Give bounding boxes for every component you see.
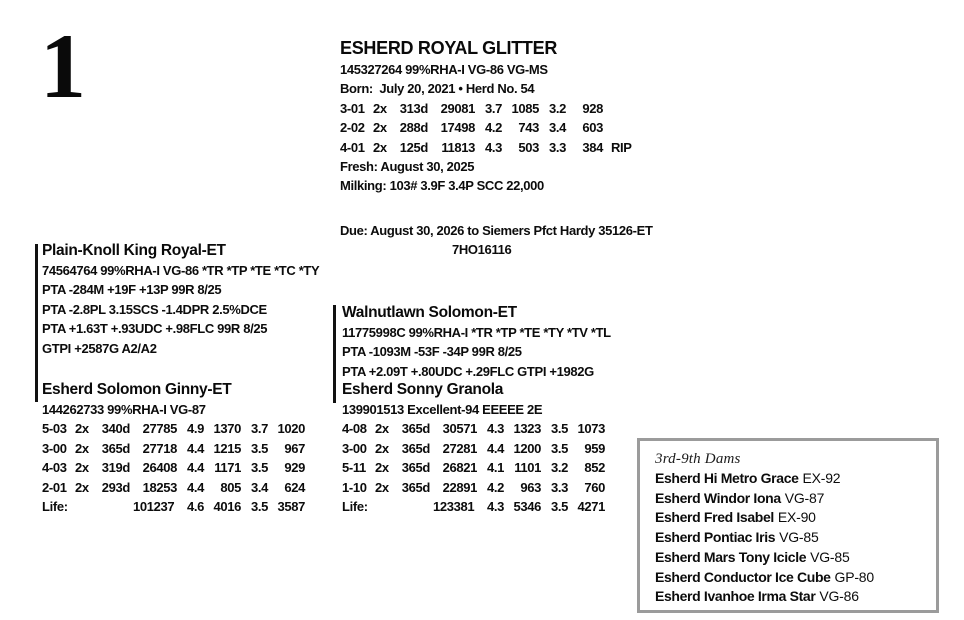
days: 365d (401, 479, 430, 495)
age: 4-08 (342, 421, 367, 437)
record-note (606, 99, 632, 118)
age: 4-01 (340, 139, 365, 155)
second-dam-block (342, 379, 634, 516)
sire-registration-line: 74564764 99%RHA-I VG-86 *TR *TP *TE *TC *TY (42, 263, 320, 278)
earlier-dam-line (655, 568, 936, 588)
protein-pct: 3.5 (250, 498, 268, 514)
animal-born-line: Born: July 20, 2021 • Herd No. 54 (340, 81, 535, 97)
earlier-dam-score: VG-87 (784, 489, 825, 506)
days: 288d (399, 120, 428, 136)
lactation-row (342, 458, 634, 477)
fat-pct: 4.9 (186, 421, 204, 437)
milk-lbs: 27718 (142, 440, 177, 456)
milk-lbs: 17498 (440, 120, 475, 136)
days: 340d (101, 421, 130, 437)
protein-lbs: 928 (582, 100, 603, 116)
milk-lbs: 11813 (441, 139, 475, 155)
earlier-dams-heading: 3rd-9th Dams (655, 451, 741, 467)
dam-block (42, 379, 334, 516)
days: 365d (401, 460, 430, 476)
protein-pct: 3.4 (548, 120, 566, 136)
earlier-dam-name: Esherd Fred Isabel (655, 509, 774, 526)
milkings: 2x (373, 139, 387, 155)
earlier-dam-name: Esherd Hi Metro Grace (655, 470, 799, 486)
fat-lbs: 1215 (213, 440, 241, 456)
fat-lbs: 963 (520, 479, 541, 495)
protein-lbs: 1020 (277, 421, 305, 437)
protein-lbs: 760 (584, 479, 605, 495)
fat-pct: 3.7 (484, 100, 502, 116)
days: 319d (101, 460, 130, 476)
lactation-row (42, 478, 334, 497)
record-note (308, 458, 334, 477)
fat-pct: 4.1 (486, 460, 504, 476)
milkings: 2x (75, 421, 89, 437)
earlier-dam-name: Esherd Windor Iona (655, 489, 781, 506)
lifetime-label: Life: (342, 498, 368, 514)
fat-lbs: 5346 (513, 498, 541, 514)
milk-lbs: 101237 (133, 498, 175, 514)
record-note (308, 419, 334, 438)
earlier-dam-line (655, 469, 936, 489)
fat-pct: 4.2 (486, 479, 504, 495)
protein-lbs: 4271 (577, 498, 605, 514)
record-note (308, 478, 334, 497)
protein-pct: 3.7 (250, 421, 268, 437)
age: 4-03 (42, 460, 67, 476)
protein-pct: 3.5 (250, 460, 268, 476)
earlier-dam-score: VG-86 (819, 588, 859, 605)
fat-lbs: 1200 (513, 440, 541, 456)
age: 2-02 (340, 120, 365, 136)
second-dam-registration-line: 139901513 Excellent-94 EEEEE 2E (342, 402, 543, 417)
age: 3-01 (340, 100, 365, 116)
earlier-dams-box (637, 438, 939, 613)
protein-pct: 3.3 (548, 139, 566, 155)
fat-lbs: 1101 (514, 460, 541, 476)
maternal-sire-name: Walnutlawn Solomon-ET (342, 304, 517, 321)
sire-pta-line: PTA -2.8PL 3.15SCS -1.4DPR 2.5%DCE (42, 301, 267, 317)
earlier-dam-score: VG-85 (810, 548, 850, 565)
earlier-dam-name: Esherd Conductor Ice Cube (655, 568, 831, 585)
earlier-dam-name: Esherd Mars Tony Icicle (655, 548, 807, 565)
fat-pct: 4.3 (484, 139, 502, 155)
lactation-row (342, 419, 634, 438)
milk-lbs: 27785 (142, 421, 177, 437)
milkings: 2x (375, 479, 389, 495)
protein-pct: 3.5 (550, 498, 568, 514)
milk-lbs: 22891 (442, 479, 477, 495)
age: 3-00 (342, 440, 367, 456)
record-note (308, 439, 334, 458)
milk-lbs: 123381 (433, 498, 475, 514)
days: 365d (101, 440, 130, 456)
age: 3-00 (42, 440, 67, 456)
milkings: 2x (75, 479, 89, 495)
age: 2-01 (42, 479, 67, 495)
earlier-dam-score: VG-85 (779, 529, 819, 546)
age: 5-11 (342, 460, 366, 476)
protein-pct: 3.4 (250, 479, 268, 495)
lactation-row (42, 439, 334, 458)
earlier-dam-line (655, 489, 936, 509)
earlier-dam-line (655, 548, 936, 568)
animal-due-line: Due: August 30, 2026 to Siemers Pfct Hardy 35126-ET (340, 223, 653, 238)
protein-lbs: 967 (284, 440, 305, 456)
lot-number: 1 (40, 15, 86, 117)
fat-lbs: 1370 (213, 421, 241, 437)
milk-lbs: 27281 (442, 440, 477, 456)
protein-pct: 3.2 (550, 460, 568, 476)
record-note (608, 458, 634, 477)
milkings: 2x (75, 440, 89, 456)
milk-lbs: 29081 (440, 100, 475, 116)
fat-pct: 4.6 (186, 498, 204, 514)
fat-lbs: 805 (220, 479, 241, 495)
fat-lbs: 503 (518, 139, 539, 155)
fat-lbs: 1085 (511, 100, 539, 116)
maternal-sire-pta-line: PTA +2.09T +.80UDC +.29FLC GTPI +1982G (342, 363, 594, 379)
protein-lbs: 959 (584, 440, 605, 456)
fat-pct: 4.4 (486, 440, 504, 456)
maternal-sire-block (342, 302, 611, 381)
milk-lbs: 30571 (442, 421, 477, 437)
milkings: 2x (375, 421, 389, 437)
second-dam-name: Esherd Sonny Granola (342, 381, 504, 398)
protein-lbs: 603 (582, 120, 603, 136)
milkings: 2x (373, 100, 387, 116)
earlier-dam-line (655, 508, 936, 528)
sire-pta-line: PTA +1.63T +.93UDC +.98FLC 99R 8/25 (42, 321, 268, 337)
days: 125d (399, 139, 428, 155)
earlier-dam-line (655, 587, 936, 607)
days: 365d (401, 421, 430, 437)
fat-pct: 4.4 (186, 440, 204, 456)
lifetime-row (342, 497, 634, 516)
earlier-dam-score: EX-92 (802, 470, 841, 486)
protein-lbs: 384 (582, 139, 603, 155)
lactation-row (342, 439, 634, 458)
lactation-row (42, 458, 334, 477)
protein-lbs: 929 (284, 460, 305, 476)
animal-registration-line: 145327264 99%RHA-I VG-86 VG-MS (340, 62, 548, 77)
record-note: RIP (611, 139, 632, 155)
earlier-dam-name: Esherd Ivanhoe Irma Star (655, 588, 816, 605)
sire-gtpi-line: GTPI +2587G A2/A2 (42, 340, 157, 356)
protein-pct: 3.5 (250, 440, 268, 456)
earlier-dam-score: EX-90 (777, 509, 816, 526)
fat-pct: 4.4 (186, 460, 204, 476)
pedigree-bar-left (35, 244, 38, 402)
sire-pta-line: PTA -284M +19F +13P 99R 8/25 (42, 282, 222, 298)
milk-lbs: 26408 (142, 460, 177, 476)
protein-lbs: 624 (284, 479, 305, 495)
fat-lbs: 4016 (213, 498, 241, 514)
lactation-row (42, 419, 334, 438)
protein-pct: 3.2 (548, 100, 566, 116)
milkings: 2x (75, 460, 89, 476)
protein-pct: 3.5 (550, 440, 568, 456)
animal-fresh-line: Fresh: August 30, 2025 (340, 158, 475, 174)
protein-pct: 3.3 (550, 479, 568, 495)
animal-milking-line: Milking: 103# 3.9F 3.4P SCC 22,000 (340, 178, 544, 194)
record-note (608, 478, 634, 497)
fat-lbs: 1323 (513, 421, 541, 437)
maternal-sire-registration-line: 11775998C 99%RHA-I *TR *TP *TE *TY *TV *TL (342, 325, 611, 340)
record-note (608, 419, 634, 438)
dam-registration-line: 144262733 99%RHA-I VG-87 (42, 402, 206, 417)
milkings: 2x (375, 460, 389, 476)
protein-lbs: 1073 (577, 421, 605, 437)
days: 293d (101, 479, 130, 495)
lactation-row (340, 118, 632, 137)
service-sire-code: 7HO16116 (452, 242, 512, 257)
animal-name: ESHERD ROYAL GLITTER (340, 38, 558, 58)
earlier-dam-name: Esherd Pontiac Iris (655, 529, 776, 546)
protein-pct: 3.5 (550, 421, 568, 437)
sire-name: Plain-Knoll King Royal-ET (42, 242, 226, 259)
lactation-row (340, 138, 632, 157)
protein-lbs: 3587 (277, 498, 305, 514)
milkings: 2x (373, 120, 387, 136)
sire-block (42, 240, 319, 358)
record-note (608, 439, 634, 458)
milk-lbs: 18253 (142, 479, 177, 495)
lactation-row (342, 478, 634, 497)
protein-lbs: 852 (584, 460, 605, 476)
days: 313d (399, 100, 428, 116)
lactation-row (340, 99, 632, 118)
days: 365d (401, 440, 430, 456)
age: 1-10 (342, 479, 367, 495)
milk-lbs: 26821 (442, 460, 477, 476)
record-note (606, 118, 632, 137)
fat-pct: 4.2 (484, 120, 502, 136)
fat-pct: 4.4 (186, 479, 204, 495)
dam-name: Esherd Solomon Ginny-ET (42, 381, 232, 398)
earlier-dam-line (655, 528, 936, 548)
maternal-sire-pta-line: PTA -1093M -53F -34P 99R 8/25 (342, 344, 522, 360)
earlier-dam-score: GP-80 (834, 568, 874, 585)
fat-lbs: 743 (518, 120, 539, 136)
fat-pct: 4.3 (486, 421, 504, 437)
animal-summary-block (340, 36, 632, 196)
age: 5-03 (42, 421, 67, 437)
lifetime-row (42, 497, 334, 516)
fat-pct: 4.3 (486, 498, 504, 514)
milkings: 2x (375, 440, 389, 456)
fat-lbs: 1171 (214, 460, 241, 476)
lifetime-label: Life: (42, 498, 68, 514)
